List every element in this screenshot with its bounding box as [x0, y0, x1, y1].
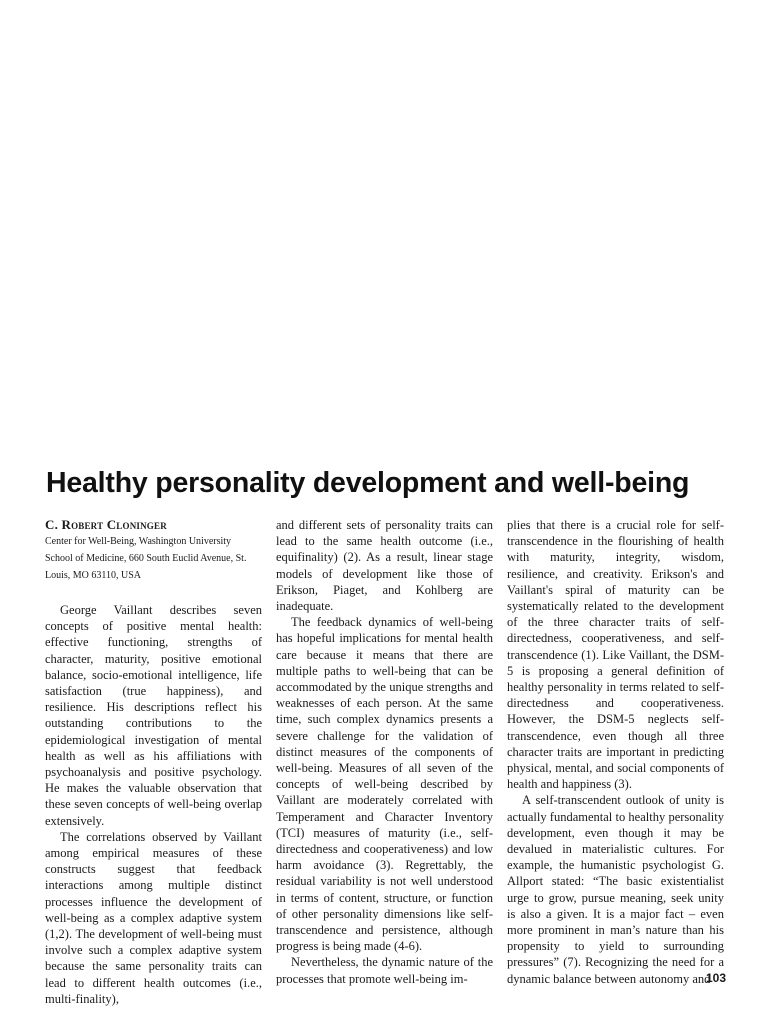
body-paragraph: The feedback dynamics of well-being has hopeful implications for mental health care because it means that there are multiple paths to well-being that can be accommodated by the unique strengths and weaknesses of each person. At the same time, such complex dynamics presents a severe challenge for the validation of distinct measures of the components of well-being. Measures of all seven of the concepts of well-being described by Vaillant are moderately correlated with Temperament and Character Inventory (TCI) measures of maturity (i.e., self-directedness and cooperativeness) and low harm avoidance (3). Regrettably, the residual variability is not well understood in terms of content, structure, or function of other personality dimensions like self-transcendence and persistence, although progress is being made (4-6).	[276, 615, 493, 954]
body-paragraph-continued: and different sets of personality traits can lead to the same health outcome (i.e., equifinality) (2). As a result, linear stage models of development like those of Erikson, Piaget, and Kohlberg are inadequate.	[276, 518, 493, 614]
article-title: Healthy personality development and well-being	[46, 467, 690, 499]
affiliation-line: School of Medicine, 660 South Euclid Avenue, St.	[45, 553, 247, 564]
body-paragraph: Nevertheless, the dynamic nature of the processes that promote well-being im-	[276, 955, 493, 986]
column-2	[276, 517, 493, 987]
body-paragraph: George Vaillant describes seven concepts of positive mental health: effective functioning, strengths of character, maturity, positive emotional balance, socio-emotional intelligence, life satisfaction (true happiness), and resilience. His descriptions reflect his outstanding contributions to the epidemiological investigation of mental health as well as his affiliations with psychoanalysis and positive psychology. He makes the valuable observation that these seven concepts of well-being overlap extensively.	[45, 603, 262, 828]
body-paragraph: A self-transcendent outlook of unity is actually fundamental to healthy personality development, even though it may be devalued in materialistic cultures. For example, the humanistic psychologist G. Allport stated: “The basic existentialist urge to grow, pursue meaning, seek unity is also a given. It is a major fact – even more prominent in man’s nature than his propensity to yield to surrounding pressures” (7). Recognizing the need for a dynamic balance between autonomy and	[507, 793, 724, 986]
page-number: 103	[705, 971, 726, 985]
column-1	[45, 517, 262, 1007]
affiliation-line: Louis, MO 63110, USA	[45, 570, 142, 581]
body-paragraph-continued: plies that there is a crucial role for self-transcendence in the flourishing of health with maturity, integrity, wisdom, resilience, and creativity. Erikson's and Vaillant's spiral of maturity can be systematically related to the development of the three character traits of self-directedness, cooperativeness, and self-transcendence (1). Like Vaillant, the DSM-5 is proposing a general definition of healthy personality in terms related to self-directedness and cooperativeness. However, the DSM-5 neglects self-transcendence, even though all three character traits are important in predicting physical, mental, and social components of health and happiness (3).	[507, 518, 724, 792]
author-name: C. Robert Cloninger	[45, 517, 167, 532]
column-3	[507, 517, 724, 987]
body-paragraph: The correlations observed by Vaillant among empirical measures of these constructs suggest that feedback interactions among multiple distinct processes influence the development of well-being as a complex adaptive system (1,2). The development of well-being must involve such a complex adaptive system because the same personality traits can lead to different health outcomes (i.e., multi-finality),	[45, 829, 262, 1006]
affiliation-line: Center for Well-Being, Washington University	[45, 536, 232, 547]
